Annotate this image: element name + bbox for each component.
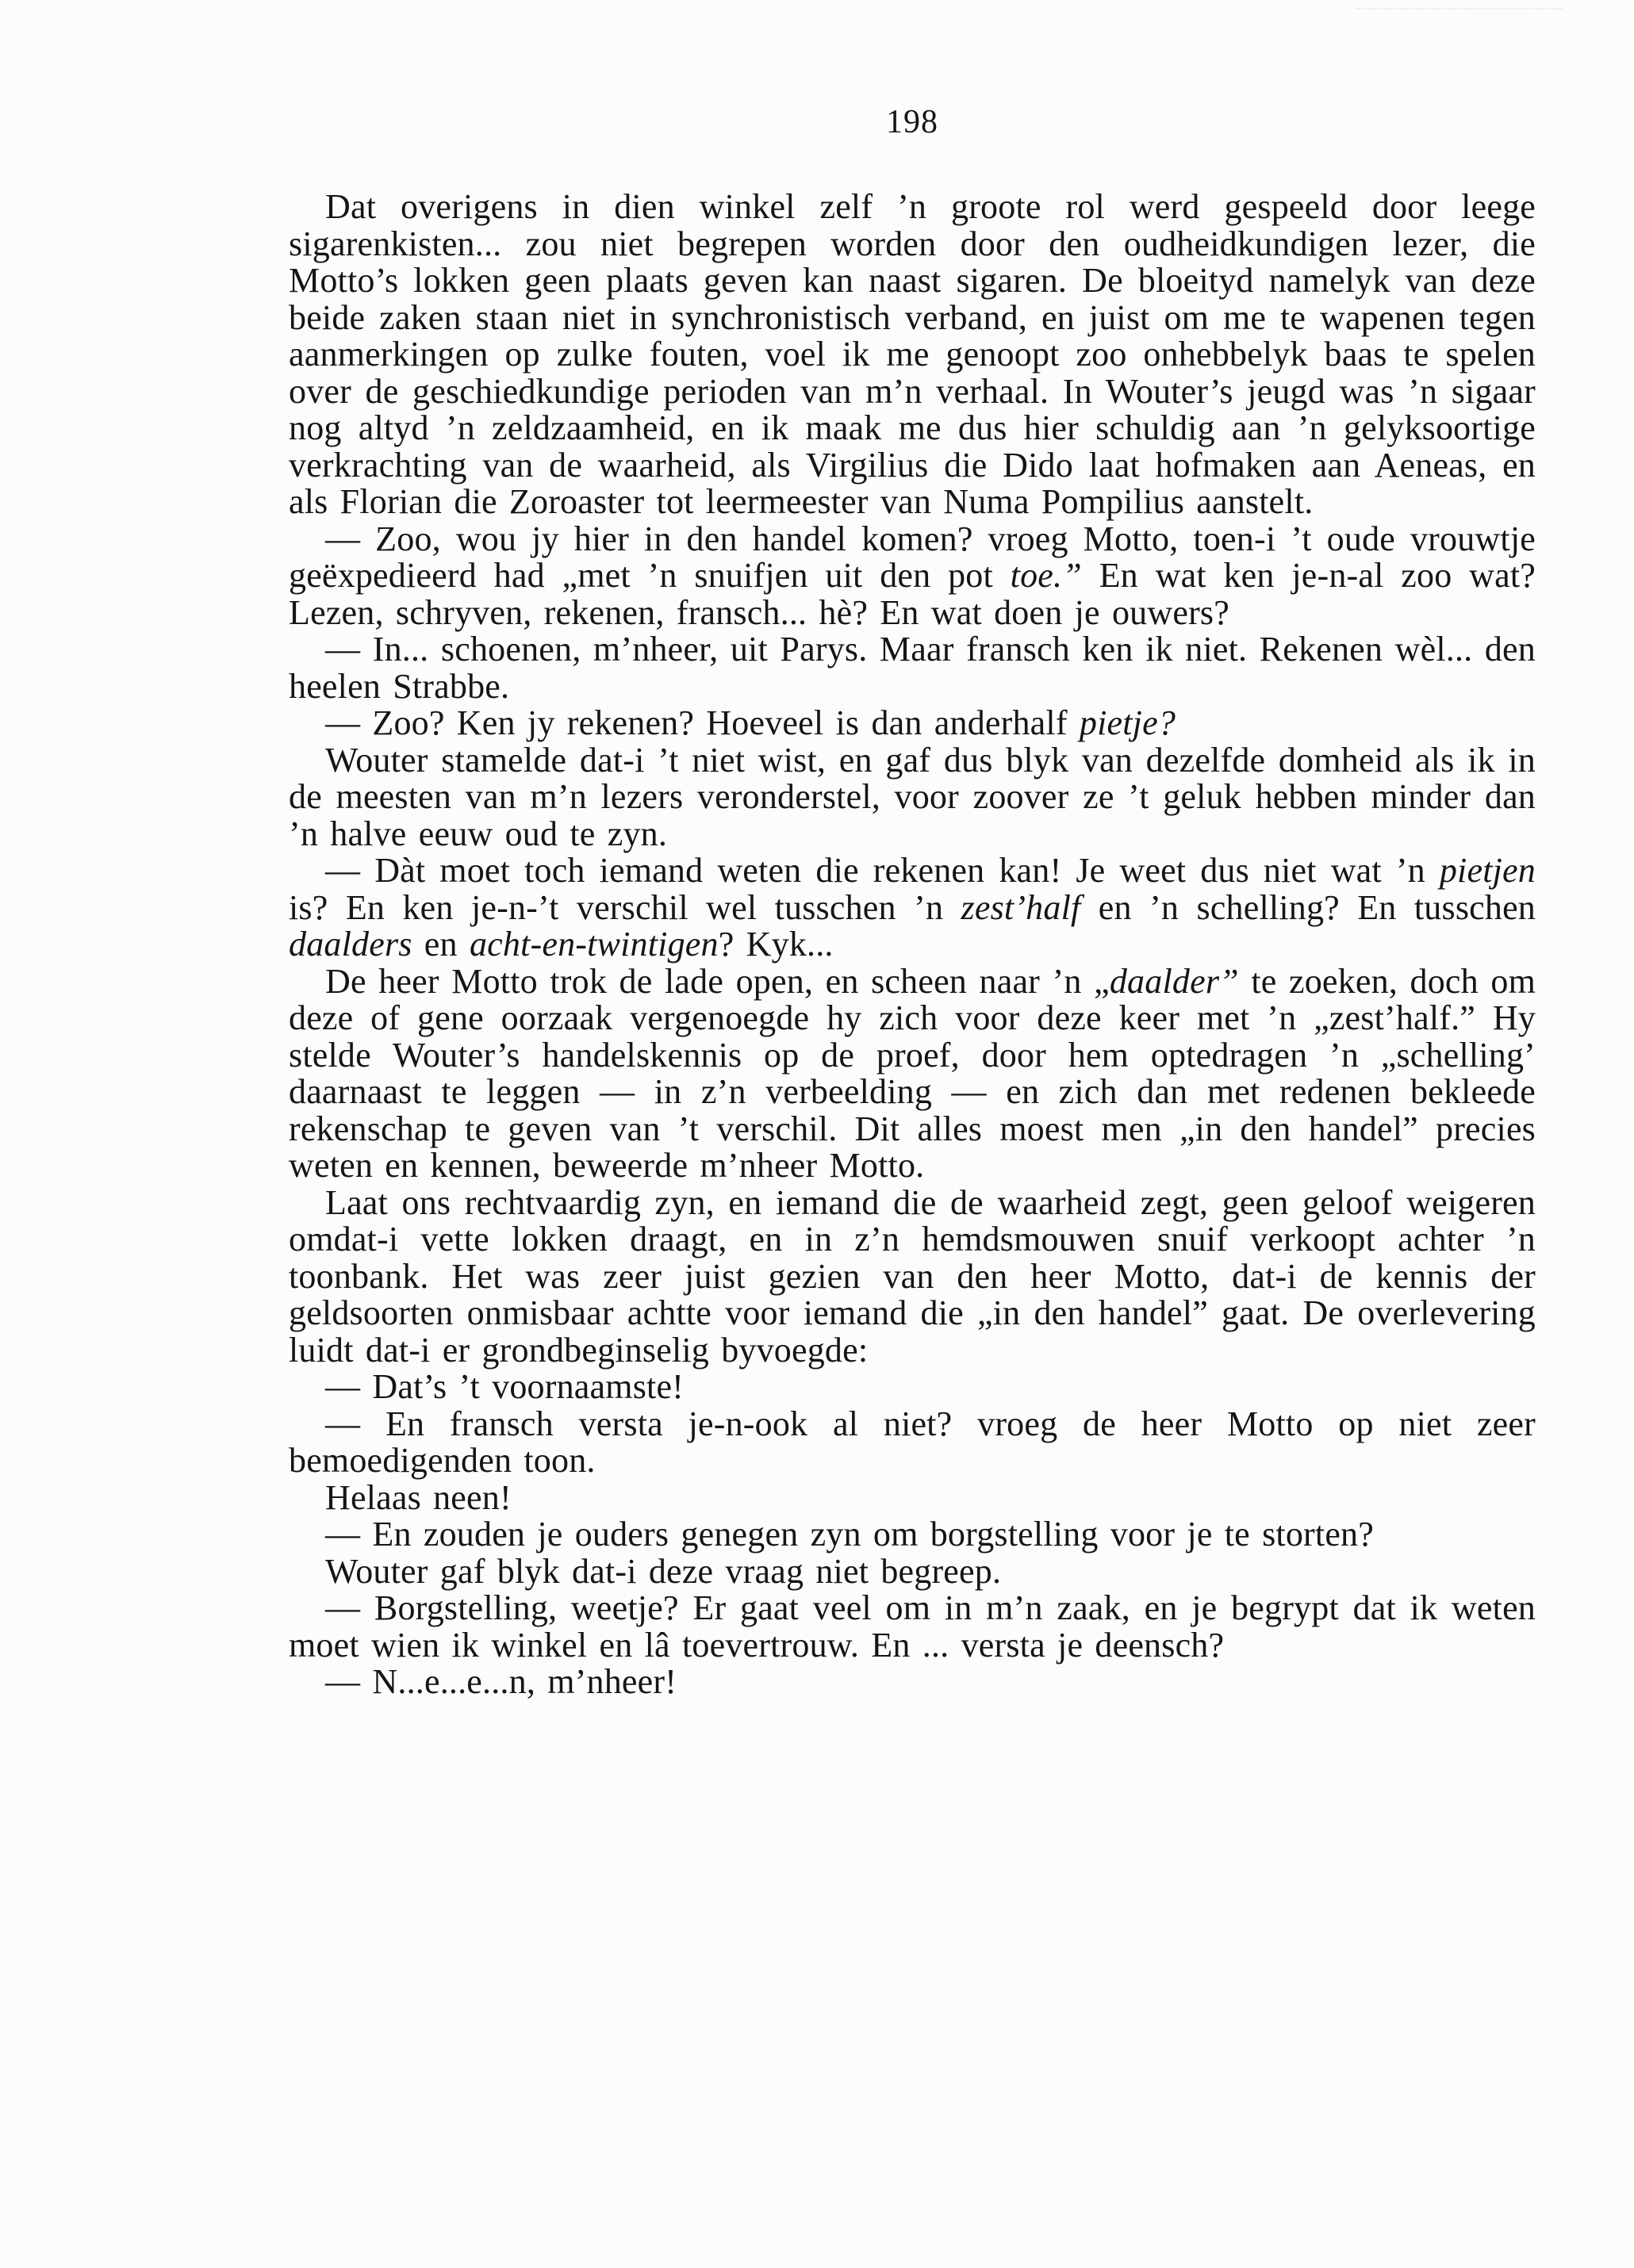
page-number: 198 — [886, 104, 938, 140]
text-run: is? En ken je-n-’t verschil wel tusschen ’n — [289, 887, 961, 927]
text-run: Laat ons rechtvaardig zyn, en iemand die de waarheid zegt, geen geloof weigeren omdat-i vette lokken draagt, en in z’n hemdsmouwen snuif verkoopt achter ’n toonbank. Het was zeer juist gezien van den heer Motto, dat-i de kennis der geldsoorten onmisbaar achtte voor iemand die „in den handel” gaat. De overlevering luidt dat-i er grondbeginselig byvoegde: — [289, 1182, 1536, 1370]
text-run: Wouter gaf blyk dat-i deze vraag niet begreep. — [325, 1551, 1002, 1591]
text-run: en ’n schelling? En tusschen — [1080, 887, 1536, 927]
paragraph — [289, 1516, 1536, 1554]
italic-text-run: acht-en-twintigen — [469, 925, 719, 964]
scan-artifact — [1356, 8, 1563, 21]
italic-text-run: zest’half — [961, 887, 1081, 927]
page-text — [289, 189, 1536, 1701]
paragraph — [289, 852, 1536, 964]
paragraph — [289, 705, 1536, 742]
italic-text-run: pietje? — [1079, 703, 1176, 742]
paragraph — [289, 1477, 1536, 1517]
text-run: en — [412, 925, 470, 964]
text-run: — In... schoenen, m’nheer, uit Parys. Maar fransch ken ik niet. Rekenen wèl... den heelen Strabbe. — [289, 630, 1536, 706]
paragraph — [289, 631, 1536, 705]
text-run: — En fransch versta je-n-ook al niet? vroeg de heer Motto op niet zeer bemoedigenden toon. — [289, 1404, 1536, 1480]
text-run: — En zouden je ouders genegen zyn om borgstelling voor je te storten? — [325, 1515, 1374, 1554]
text-run: — Dàt moet toch iemand weten die rekenen kan! Je weet dus niet wat ’n — [325, 851, 1440, 890]
paragraph — [289, 1182, 1536, 1370]
paragraph — [289, 189, 1536, 521]
italic-text-run: pietjen — [1439, 851, 1536, 890]
text-run: — Zoo, wou jy hier in den handel komen? vroeg Motto, toen-i ’t oude vrouwtje geëxpedieerd had „met ’n snuifjen uit den pot — [289, 519, 1536, 595]
paragraph — [289, 521, 1536, 632]
text-run: Dat overigens in dien winkel zelf ’n groote rol werd gespeeld door leege sigarenkisten... zou niet begrepen worden door den oudheidkundigen lezer, die Motto’s lokken geen plaats geven kan naast sigaren. De bloeityd namelyk van deze beide zaken staan niet in synchronistisch verband, en juist om me te wapenen tegen aanmerkingen op zulke fouten, voel ik me genoopt zoo onhebbelyk baas te spelen over de geschiedkundige perioden van m’n verhaal. In Wouter’s jeugd was ’n sigaar nog altyd ’n zeldzaamheid, en ik maak me dus hier schuldig aan ’n gelyksoortige verkrachting van de waarheid, als Virgilius die Dido laat hofmaken aan Aeneas, en als Florian die Zoroaster tot leermeester van Numa Pompilius aanstelt. — [289, 187, 1536, 521]
text-run: — Borgstelling, weetje? Er gaat veel om in m’n zaak, en je begrypt dat ik weten moet wien ik winkel en lâ toevertrouw. En ... versta je deensch? — [289, 1588, 1536, 1665]
paragraph — [289, 1551, 1536, 1591]
text-run: Wouter stamelde dat-i ’t niet wist, en gaf dus blyk van dezelfde domheid als ik in de meesten van m’n lezers veronderstel, voor zoover ze ’t geluk hebben minder dan ’n halve eeuw oud te zyn. — [289, 740, 1536, 853]
paragraph — [289, 1664, 1536, 1701]
italic-text-run: toe.” — [1010, 556, 1082, 595]
italic-text-run: daalder” — [1109, 961, 1239, 1001]
paragraph — [289, 1590, 1536, 1664]
paragraph — [289, 961, 1536, 1185]
italic-text-run: daalders — [289, 925, 412, 964]
text-run: — Zoo? Ken jy rekenen? Hoeveel is dan anderhalf — [325, 703, 1080, 742]
paragraph — [289, 1406, 1536, 1480]
text-run: te zoeken, doch om deze of gene oorzaak vergenoegde hy zich voor deze keer met ’n „zest’half.” Hy stelde Wouter’s handelskennis op de proef, door hem optedragen ’n „schelling’ daarnaast te leggen — in z’n verbeelding — en zich dan met redenen bekleede rekenschap te geven van ’t verschil. Dit alles moest men „in den handel” precies weten en kennen, beweerde m’nheer Motto. — [289, 961, 1536, 1185]
paragraph — [289, 742, 1536, 853]
text-run: En wat ken je-n-al zoo wat? Lezen, schryven, rekenen, fransch... hè? En wat doen je ouwers? — [289, 556, 1536, 632]
text-run: — Dat’s ’t voornaamste! — [325, 1367, 685, 1406]
text-run: ? Kyk... — [718, 925, 834, 964]
text-run: — N...e...e...n, m’nheer! — [325, 1662, 677, 1701]
paragraph — [289, 1369, 1536, 1406]
text-run: Helaas neen! — [325, 1477, 512, 1517]
text-run: De heer Motto trok de lade open, en scheen naar ’n „ — [325, 961, 1110, 1001]
